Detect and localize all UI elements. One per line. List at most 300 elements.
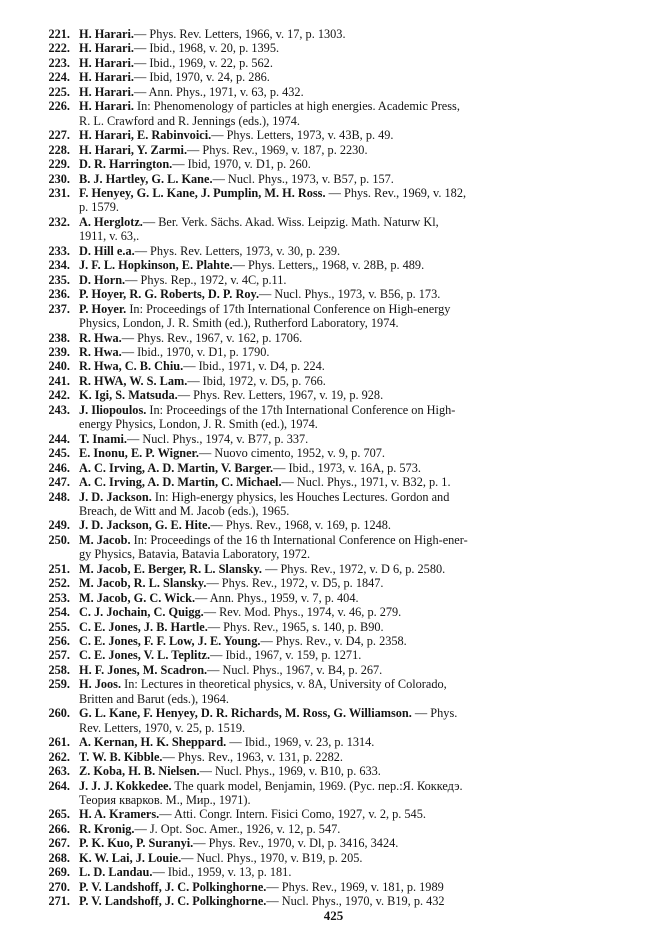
reference-authors: A. Kernan, H. K. Sheppard. — [79, 735, 227, 750]
reference-body — [70, 287, 628, 301]
reference-number: 269. — [48, 865, 70, 880]
reference-authors: B. J. Hartley, G. L. Kane. — [79, 171, 213, 186]
reference-line — [79, 215, 628, 229]
reference-body — [70, 27, 628, 41]
reference-authors: H. A. Kramers. — [79, 807, 160, 822]
reference-line — [79, 143, 628, 157]
reference-authors: M. Jacob, E. Berger, R. L. Slansky. — [79, 561, 262, 576]
reference-body — [70, 215, 628, 244]
reference-text: — Ibid., 1968, v. 20, p. 1395. — [133, 41, 280, 56]
reference-text: Теория кварков. М., Мир., 1971). — [79, 793, 251, 808]
reference-number: 241. — [48, 373, 70, 388]
reference-entry — [34, 374, 628, 388]
reference-line — [79, 403, 628, 417]
reference-entry — [34, 822, 628, 836]
reference-line — [79, 692, 628, 706]
reference-entry — [34, 836, 628, 850]
reference-text: — Nucl. Phys., 1970, v. B19, p. 205. — [181, 850, 363, 865]
reference-text: In: Proceedings of the 17th International Conference on High- — [146, 402, 456, 417]
reference-number: 251. — [48, 561, 70, 576]
reference-authors: H. Joos. — [79, 677, 122, 692]
reference-entry — [34, 172, 628, 186]
reference-authors: G. L. Kane, F. Henyey, D. R. Richards, M. Ross, G. Williamson. — [79, 706, 412, 721]
reference-text: — Phys. Letters, 1973, v. 43B, p. 49. — [211, 128, 394, 143]
reference-entry — [34, 331, 628, 345]
reference-text: — Ibid, 1970, v. D1, p. 260. — [172, 157, 311, 172]
reference-text: — J. Opt. Soc. Amer., 1926, v. 12, p. 547. — [134, 821, 341, 836]
reference-line — [79, 461, 628, 475]
reference-number: 255. — [48, 619, 70, 634]
reference-body — [70, 403, 628, 432]
reference-text: — Phys. Rev., 1969, v. 187, p. 2230. — [187, 142, 368, 157]
reference-line — [79, 258, 628, 272]
reference-number: 224. — [48, 70, 70, 85]
reference-number: 265. — [48, 807, 70, 822]
reference-authors: H. Harari. — [79, 99, 134, 114]
reference-number: 245. — [48, 446, 70, 461]
reference-text: — Phys. Rev., 1967, v. 162, p. 1706. — [121, 330, 303, 345]
reference-authors: R. Hwa. — [79, 330, 122, 345]
reference-body — [70, 677, 628, 706]
reference-number: 236. — [48, 287, 70, 302]
page-number: 425 — [323, 908, 344, 923]
reference-line — [79, 591, 628, 605]
reference-line — [79, 432, 628, 446]
reference-line — [79, 663, 628, 677]
reference-authors: P. V. Landshoff, J. C. Polkinghorne. — [79, 879, 267, 894]
reference-body — [70, 836, 628, 850]
reference-body — [70, 779, 628, 808]
reference-line — [79, 562, 628, 576]
reference-text: Physics, London, J. R. Smith (ed.), Rutherford Laboratory, 1974. — [79, 316, 399, 331]
reference-line — [79, 721, 628, 735]
reference-authors: T. Inami. — [79, 431, 127, 446]
reference-number: 248. — [48, 489, 70, 504]
reference-authors: J. J. J. Kokkedee. — [79, 778, 172, 793]
reference-authors: D. Hill e.a. — [79, 243, 135, 258]
reference-number: 242. — [48, 388, 70, 403]
reference-authors: R. Hwa, C. B. Chiu. — [79, 359, 184, 374]
reference-entry — [34, 779, 628, 808]
reference-line — [79, 620, 628, 634]
reference-body — [70, 172, 628, 186]
reference-authors: F. Henyey, G. L. Kane, J. Pumplin, M. H. Ross. — [79, 185, 326, 200]
reference-authors: H. F. Jones, M. Scadron. — [79, 662, 208, 677]
reference-entry — [34, 562, 628, 576]
reference-entry — [34, 591, 628, 605]
reference-number: 225. — [48, 84, 70, 99]
reference-number: 237. — [48, 301, 70, 316]
reference-line — [79, 446, 628, 460]
reference-authors: K. Igi, S. Matsuda. — [79, 388, 178, 403]
reference-text: — Phys. Rev. Letters, 1967, v. 19, p. 928. — [177, 388, 384, 403]
reference-line — [79, 114, 628, 128]
reference-line — [79, 706, 628, 720]
reference-body — [70, 822, 628, 836]
reference-authors: J. Iliopoulos. — [79, 402, 147, 417]
reference-authors: E. Inonu, E. P. Wigner. — [79, 446, 199, 461]
reference-entry — [34, 533, 628, 562]
reference-entry — [34, 345, 628, 359]
reference-line — [79, 273, 628, 287]
reference-body — [70, 85, 628, 99]
reference-text: — Ibid, 1972, v. D5, p. 766. — [187, 373, 326, 388]
reference-entry — [34, 880, 628, 894]
reference-entry — [34, 894, 628, 908]
reference-number: 263. — [48, 764, 70, 779]
reference-number: 271. — [48, 894, 70, 909]
reference-authors: A. Herglotz. — [79, 214, 143, 229]
reference-authors: Z. Koba, H. B. Nielsen. — [79, 764, 200, 779]
reference-body — [70, 851, 628, 865]
reference-authors: M. Jacob, G. C. Wick. — [79, 590, 196, 605]
reference-body — [70, 70, 628, 84]
reference-number: 261. — [48, 735, 70, 750]
reference-line — [79, 99, 628, 113]
reference-text: — Nucl. Phys., 1974, v. B77, p. 337. — [126, 431, 309, 446]
reference-line — [79, 345, 628, 359]
reference-entry — [34, 648, 628, 662]
reference-line — [79, 648, 628, 662]
reference-number: 246. — [48, 460, 70, 475]
reference-text: — Ibid., 1971, v. D4, p. 224. — [183, 359, 325, 374]
reference-number: 247. — [48, 475, 70, 490]
reference-entry — [34, 388, 628, 402]
reference-body — [70, 388, 628, 402]
reference-text: The quark model, Benjamin, 1969. (Рус. пер.:Я. Коккедэ. — [171, 778, 463, 793]
reference-body — [70, 374, 628, 388]
reference-authors: H. Harari. — [79, 84, 134, 99]
reference-text: — Phys. Rev., v. D4, p. 2358. — [260, 634, 407, 649]
reference-number: 252. — [48, 576, 70, 591]
reference-body — [70, 157, 628, 171]
reference-number: 258. — [48, 662, 70, 677]
reference-body — [70, 244, 628, 258]
reference-body — [70, 576, 628, 590]
reference-number: 267. — [48, 836, 70, 851]
reference-text: — Atti. Congr. Intern. Fisici Como, 1927, v. 2, p. 545. — [159, 807, 426, 822]
reference-body — [70, 273, 628, 287]
reference-body — [70, 461, 628, 475]
reference-text: In: Proceedings of the 16 th International Conference on High-ener- — [130, 532, 468, 547]
reference-number: 223. — [48, 55, 70, 70]
reference-number: 264. — [48, 778, 70, 793]
reference-authors: C. E. Jones, V. L. Teplitz. — [79, 648, 211, 663]
reference-line — [79, 750, 628, 764]
reference-authors: H. Harari, E. Rabinvoici. — [79, 128, 212, 143]
reference-number: 235. — [48, 272, 70, 287]
reference-authors: H. Harari, Y. Zarmi. — [79, 142, 188, 157]
reference-entry — [34, 157, 628, 171]
reference-body — [70, 894, 628, 908]
reference-entry — [34, 70, 628, 84]
reference-text: R. L. Crawford and R. Jennings (eds.), 1974. — [79, 113, 300, 128]
reference-line — [79, 128, 628, 142]
reference-entry — [34, 403, 628, 432]
reference-line — [79, 533, 628, 547]
reference-text: — Nucl. Phys., 1971, v. B32, p. 1. — [281, 475, 451, 490]
reference-authors: J. D. Jackson. — [79, 489, 152, 504]
reference-text: In: High-energy physics, les Houches Lectures. Gordon and — [151, 489, 450, 504]
reference-body — [70, 143, 628, 157]
reference-entry — [34, 706, 628, 735]
reference-text: — Nucl. Phys., 1969, v. B10, p. 633. — [199, 764, 381, 779]
reference-text: — Ibid., 1973, v. 16A, p. 573. — [273, 460, 421, 475]
reference-authors: H. Harari. — [79, 27, 134, 41]
reference-body — [70, 865, 628, 879]
reference-number: 243. — [48, 402, 70, 417]
reference-text: — Ibid., 1970, v. D1, p. 1790. — [121, 344, 270, 359]
reference-line — [79, 244, 628, 258]
reference-number: 229. — [48, 157, 70, 172]
reference-line — [79, 157, 628, 171]
reference-line — [79, 229, 628, 243]
reference-line — [79, 70, 628, 84]
reference-body — [70, 432, 628, 446]
reference-body — [70, 750, 628, 764]
reference-body — [70, 880, 628, 894]
reference-entry — [34, 634, 628, 648]
reference-list — [34, 27, 628, 909]
reference-line — [79, 865, 628, 879]
reference-authors: J. F. L. Hopkinson, E. Plahte. — [79, 258, 233, 273]
reference-text: 1911, v. 63,. — [79, 229, 140, 244]
reference-text: — Phys. Rev., 1969, v. 182, — [325, 185, 467, 200]
reference-number: 228. — [48, 142, 70, 157]
reference-text: In: Lectures in theoretical physics, v. 8A, University of Colorado, — [121, 677, 447, 692]
reference-authors: K. W. Lai, J. Louie. — [79, 850, 182, 865]
reference-line — [79, 779, 628, 793]
reference-text: — Phys. Rev., 1963, v. 131, p. 2282. — [162, 749, 343, 764]
reference-line — [79, 504, 628, 518]
reference-number: 227. — [48, 128, 70, 143]
reference-text: In: Proceedings of 17th International Conference on High-energy — [126, 301, 451, 316]
reference-line — [79, 851, 628, 865]
reference-line — [79, 186, 628, 200]
reference-text: — Ibid, 1970, v. 24, p. 286. — [133, 70, 270, 85]
reference-body — [70, 99, 628, 128]
reference-text: — Ber. Verk. Sächs. Akad. Wiss. Leipzig. Math. Naturw Kl, — [142, 214, 439, 229]
reference-line — [79, 547, 628, 561]
reference-number: 254. — [48, 605, 70, 620]
reference-entry — [34, 518, 628, 532]
reference-authors: R. HWA, W. S. Lam. — [79, 373, 188, 388]
reference-text: — Nuovo cimento, 1952, v. 9, p. 707. — [198, 446, 385, 461]
reference-number: 270. — [48, 879, 70, 894]
reference-entry — [34, 865, 628, 879]
reference-authors: C. E. Jones, J. B. Hartle. — [79, 619, 208, 634]
reference-text: — Rev. Mod. Phys., 1974, v. 46, p. 279. — [203, 605, 402, 620]
reference-entry — [34, 215, 628, 244]
reference-line — [79, 27, 628, 41]
reference-line — [79, 490, 628, 504]
reference-body — [70, 302, 628, 331]
reference-body — [70, 634, 628, 648]
reference-entry — [34, 287, 628, 301]
reference-number: 244. — [48, 431, 70, 446]
reference-number: 230. — [48, 171, 70, 186]
reference-line — [79, 576, 628, 590]
reference-entry — [34, 359, 628, 373]
reference-line — [79, 634, 628, 648]
reference-authors: C. E. Jones, F. F. Low, J. E. Young. — [79, 634, 261, 649]
reference-text: — Phys. Rev., 1969, v. 181, p. 1989 — [266, 879, 444, 894]
reference-entry — [34, 461, 628, 475]
reference-text: In: Phenomenology of particles at high energies. Academic Press, — [133, 99, 460, 114]
reference-body — [70, 41, 628, 55]
reference-entry — [34, 620, 628, 634]
reference-body — [70, 648, 628, 662]
reference-text: — Ibid., 1969, v. 23, p. 1314. — [226, 735, 375, 750]
reference-text: — Phys. Rev., 1972, v. D5, p. 1847. — [206, 576, 384, 591]
reference-entry — [34, 446, 628, 460]
reference-number: 233. — [48, 243, 70, 258]
reference-text: — Ibid., 1967, v. 159, p. 1271. — [210, 648, 362, 663]
reference-body — [70, 533, 628, 562]
reference-entry — [34, 764, 628, 778]
reference-text: — Phys. Rev. Letters, 1973, v. 30, p. 239. — [134, 243, 341, 258]
reference-line — [79, 359, 628, 373]
reference-authors: H. Harari. — [79, 55, 134, 70]
reference-line — [79, 417, 628, 431]
reference-text: — Ibid., 1959, v. 13, p. 181. — [152, 865, 292, 880]
reference-entry — [34, 258, 628, 272]
reference-body — [70, 128, 628, 142]
reference-authors: H. Harari. — [79, 70, 134, 85]
reference-text: — Nucl. Phys., 1970, v. B19, p. 432 — [266, 894, 445, 909]
reference-line — [79, 331, 628, 345]
reference-entry — [34, 302, 628, 331]
reference-line — [79, 764, 628, 778]
reference-entry — [34, 273, 628, 287]
reference-number: 249. — [48, 518, 70, 533]
reference-authors: R. Kronig. — [79, 821, 135, 836]
reference-number: 257. — [48, 648, 70, 663]
reference-text: — Phys. Rev., 1970, v. Dl, p. 3416, 3424. — [193, 836, 399, 851]
reference-number: 260. — [48, 706, 70, 721]
reference-text: Breach, de Witt and M. Jacob (eds.), 1965. — [79, 503, 290, 518]
reference-line — [79, 605, 628, 619]
reference-line — [79, 807, 628, 821]
reference-text: — Phys. Rev., 1968, v. 169, p. 1248. — [210, 518, 391, 533]
reference-entry — [34, 576, 628, 590]
reference-entry — [34, 490, 628, 519]
reference-number: 256. — [48, 634, 70, 649]
reference-authors: A. C. Irving, A. D. Martin, C. Michael. — [79, 475, 282, 490]
reference-number: 232. — [48, 214, 70, 229]
reference-authors: L. D. Landau. — [79, 865, 153, 880]
reference-entry — [34, 750, 628, 764]
reference-authors: R. Hwa. — [79, 344, 122, 359]
reference-entry — [34, 735, 628, 749]
reference-authors: C. J. Jochain, C. Quigg. — [79, 605, 204, 620]
reference-line — [79, 41, 628, 55]
reference-line — [79, 287, 628, 301]
reference-text: energy Physics, London, J. R. Smith (ed.), 1974. — [79, 417, 318, 432]
reference-body — [70, 258, 628, 272]
reference-body — [70, 331, 628, 345]
reference-line — [79, 302, 628, 316]
reference-line — [79, 836, 628, 850]
reference-text: — Nucl. Phys., 1967, v. B4, p. 267. — [207, 662, 383, 677]
reference-body — [70, 735, 628, 749]
reference-text: p. 1579. — [79, 200, 119, 215]
reference-authors: D. R. Harrington. — [79, 157, 173, 172]
reference-entry — [34, 186, 628, 215]
reference-text: — Phys. Letters,, 1968, v. 28B, p. 489. — [232, 258, 425, 273]
reference-number: 231. — [48, 185, 70, 200]
reference-text: — Phys. Rev. Letters, 1966, v. 17, p. 1303. — [133, 27, 346, 41]
reference-text: — Nucl. Phys., 1973, v. B57, p. 157. — [212, 171, 394, 186]
reference-authors: P. V. Landshoff, J. C. Polkinghorne. — [79, 894, 267, 909]
reference-number: 222. — [48, 41, 70, 56]
reference-entry — [34, 85, 628, 99]
reference-number: 253. — [48, 590, 70, 605]
reference-authors: P. Hoyer. — [79, 301, 127, 316]
reference-text: — Nucl. Phys., 1973, v. B56, p. 173. — [259, 287, 441, 302]
reference-text: — Ann. Phys., 1971, v. 63, p. 432. — [133, 84, 304, 99]
reference-body — [70, 562, 628, 576]
reference-body — [70, 345, 628, 359]
reference-line — [79, 172, 628, 186]
reference-line — [79, 56, 628, 70]
reference-line — [79, 880, 628, 894]
reference-body — [70, 490, 628, 519]
reference-authors: H. Harari. — [79, 41, 134, 56]
reference-line — [79, 475, 628, 489]
reference-entry — [34, 99, 628, 128]
reference-authors: T. W. B. Kibble. — [79, 749, 163, 764]
reference-number: 259. — [48, 677, 70, 692]
reference-body — [70, 446, 628, 460]
reference-body — [70, 56, 628, 70]
reference-entry — [34, 677, 628, 706]
reference-authors: M. Jacob, R. L. Slansky. — [79, 576, 207, 591]
reference-text: — Phys. — [411, 706, 458, 721]
reference-line — [79, 85, 628, 99]
reference-number: 250. — [48, 532, 70, 547]
reference-body — [70, 518, 628, 532]
reference-body — [70, 591, 628, 605]
reference-entry — [34, 605, 628, 619]
reference-number: 239. — [48, 344, 70, 359]
reference-number: 266. — [48, 821, 70, 836]
reference-entry — [34, 56, 628, 70]
reference-entry — [34, 143, 628, 157]
reference-entry — [34, 475, 628, 489]
reference-entry — [34, 128, 628, 142]
reference-entry — [34, 663, 628, 677]
reference-entry — [34, 27, 628, 41]
reference-number: 234. — [48, 258, 70, 273]
reference-line — [79, 735, 628, 749]
reference-text: — Phys. Rev., 1972, v. D 6, p. 2580. — [262, 561, 446, 576]
reference-number: 268. — [48, 850, 70, 865]
reference-body — [70, 807, 628, 821]
reference-text: Rev. Letters, 1970, v. 25, p. 1519. — [79, 720, 246, 735]
reference-line — [79, 677, 628, 691]
reference-body — [70, 663, 628, 677]
reference-authors: P. Hoyer, R. G. Roberts, D. P. Roy. — [79, 287, 260, 302]
reference-line — [79, 200, 628, 214]
reference-body — [70, 764, 628, 778]
reference-number: 226. — [48, 99, 70, 114]
reference-line — [79, 793, 628, 807]
reference-line — [79, 518, 628, 532]
reference-text: — Phys. Rep., 1972, v. 4C, p.11. — [125, 272, 287, 287]
reference-text: gy Physics, Batavia, Batavia Laboratory, 1972. — [79, 547, 311, 562]
reference-body — [70, 186, 628, 215]
